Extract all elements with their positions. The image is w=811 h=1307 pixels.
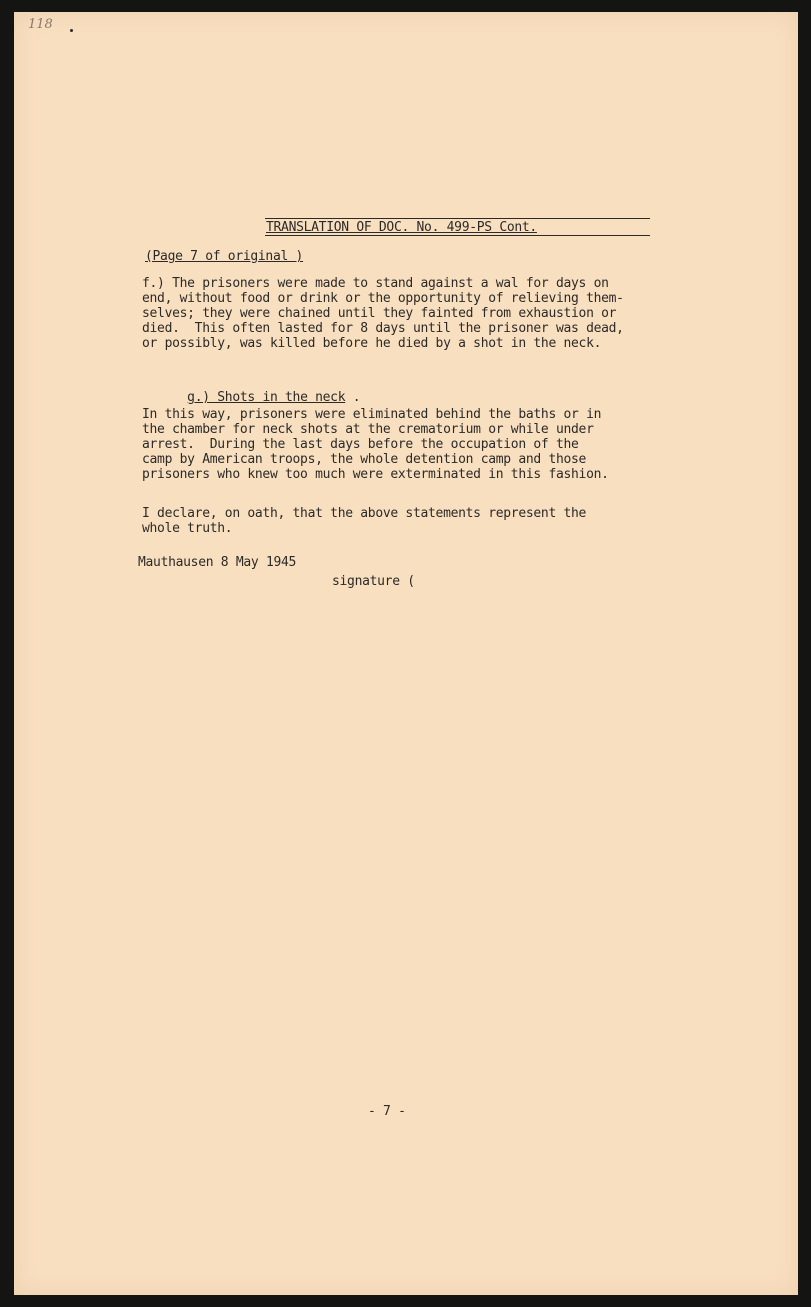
paragraph-line: selves; they were chained until they fainted from exhaustion or xyxy=(142,306,617,321)
paragraph-line: arrest. During the last days before the occupation of the xyxy=(142,437,579,452)
place-date: Mauthausen 8 May 1945 xyxy=(138,555,297,570)
paragraph-line: prisoners who knew too much were exterminated in this fashion. xyxy=(142,467,609,482)
title-box xyxy=(265,218,650,236)
paragraph-line: end, without food or drink or the opportunity of relieving them- xyxy=(142,291,624,306)
paragraph-line: the chamber for neck shots at the crematorium or while under xyxy=(142,422,594,437)
document-title: TRANSLATION OF DOC. No. 499-PS Cont. xyxy=(266,220,537,235)
paragraph-line: died. This often lasted for 8 days until the prisoner was dead, xyxy=(142,321,624,336)
paragraph-line: f.) The prisoners were made to stand against a wal for days on xyxy=(142,276,609,291)
page-reference: (Page 7 of original ) xyxy=(145,249,304,264)
document-page xyxy=(14,12,798,1295)
paragraph-line: or possibly, was killed before he died by a shot in the neck. xyxy=(142,336,602,351)
paragraph-line: I declare, on oath, that the above statements represent the xyxy=(142,506,587,521)
margin-note: 118 xyxy=(28,17,53,32)
signature-line: signature ( xyxy=(332,574,415,589)
paragraph-line: camp by American troops, the whole detention camp and those xyxy=(142,452,587,467)
paragraph-line: whole truth. xyxy=(142,521,233,536)
page-number: - 7 - xyxy=(368,1104,406,1119)
paragraph-f xyxy=(142,276,624,351)
paragraph-line: In this way, prisoners were eliminated behind the baths or in xyxy=(142,407,602,422)
declaration xyxy=(142,506,586,536)
section-heading: g.) Shots in the neck xyxy=(187,390,346,405)
heading-suffix: . xyxy=(345,390,361,405)
ink-dot xyxy=(70,29,73,32)
paragraph-g xyxy=(142,407,609,482)
